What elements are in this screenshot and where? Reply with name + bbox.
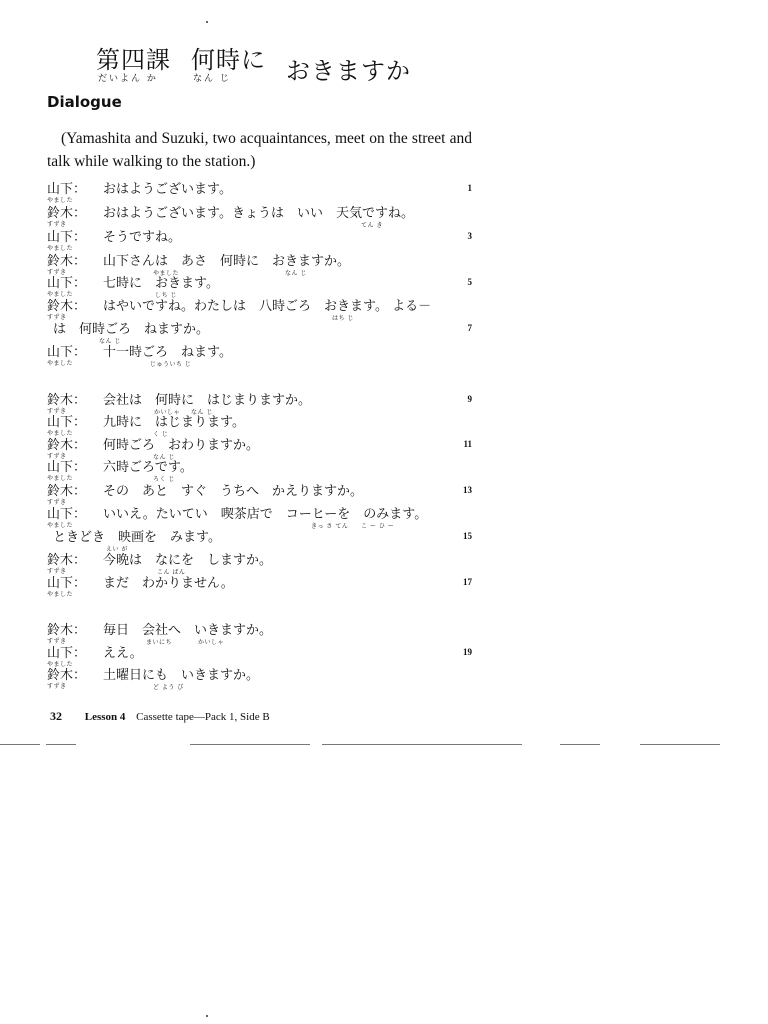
line-number: 9 xyxy=(467,394,472,404)
speaker-name: 山下： xyxy=(47,507,87,522)
speaker xyxy=(47,207,86,228)
speaker-reading: やました xyxy=(47,430,74,437)
dialogue-line xyxy=(47,461,472,483)
furigana: しち じ xyxy=(155,292,177,299)
furigana: てん き xyxy=(361,222,383,229)
speaker-name: 鈴木： xyxy=(47,438,87,453)
dialogue-line xyxy=(47,207,472,229)
dialogue-line xyxy=(47,647,472,669)
dialogue-line xyxy=(47,346,472,368)
utterance: そうですね。 xyxy=(103,230,182,245)
footer-lesson: Lesson 4 xyxy=(84,711,126,723)
speaker xyxy=(47,346,86,367)
speaker xyxy=(47,485,86,506)
speaker xyxy=(47,300,86,321)
title-lesson-number: 第四課 xyxy=(96,46,171,74)
speaker xyxy=(47,624,86,645)
line-number: 7 xyxy=(467,323,472,333)
speaker-name: 山下： xyxy=(47,345,87,360)
utterance: おはようございます。 xyxy=(103,182,232,197)
scan-edge-line xyxy=(640,744,720,745)
speaker-name: 山下： xyxy=(47,182,87,197)
utterance: はやいですね。わたしは 八時ごろ おきます。 よる－ xyxy=(103,299,432,314)
speaker-name: 山下： xyxy=(47,415,87,430)
utterance: おはようございます。きょうは いい 天気ですね。 xyxy=(103,206,414,221)
utterance: 今晩は なにを しますか。 xyxy=(103,553,273,568)
lesson-title xyxy=(96,46,411,85)
line-number: 19 xyxy=(463,647,472,657)
dialogue-line xyxy=(47,394,472,416)
utterance: その あと すぐ うちへ かえりますか。 xyxy=(103,484,364,499)
furigana: じゅういち じ xyxy=(150,361,192,368)
speaker xyxy=(47,277,86,298)
utterance: 九時に はじまります。 xyxy=(103,415,245,430)
scan-edge-line xyxy=(322,744,522,745)
speaker-reading: すずき xyxy=(47,269,67,276)
speaker-reading: すずき xyxy=(47,453,67,460)
speaker xyxy=(47,647,86,668)
title-question-kanji: 何時に xyxy=(191,46,266,74)
speaker-name: 鈴木： xyxy=(47,484,87,499)
speaker-name: 鈴木： xyxy=(47,553,87,568)
speaker-name: 鈴木： xyxy=(47,206,87,221)
furigana: えい が xyxy=(106,546,128,553)
furigana: かいしゃ xyxy=(198,639,225,646)
speaker-name: 山下： xyxy=(47,230,87,245)
scan-edge-line xyxy=(46,744,76,745)
speaker-reading: やました xyxy=(47,475,74,482)
footer-tape-info: Cassette tape—Pack 1, Side B xyxy=(136,711,270,723)
speaker-name: 山下： xyxy=(47,460,87,475)
utterance: は 何時ごろ ねますか。 xyxy=(53,322,210,337)
furigana: ど よう び xyxy=(153,684,184,691)
title-question-reading: なん じ xyxy=(193,74,231,84)
scan-edge-line xyxy=(0,744,40,745)
utterance: ええ。 xyxy=(103,646,143,661)
speaker-reading: やました xyxy=(47,291,74,298)
furigana: く じ xyxy=(153,431,169,438)
dialogue-line xyxy=(47,300,472,322)
line-number: 5 xyxy=(467,277,472,287)
line-number: 3 xyxy=(467,231,472,241)
utterance: 七時に おきます。 xyxy=(103,276,219,291)
speaker xyxy=(47,183,86,204)
dialogue-line xyxy=(47,231,472,253)
utterance: 土曜日にも いきますか。 xyxy=(103,668,260,683)
scan-edge-line xyxy=(190,744,310,745)
furigana: こ ー ひ ー xyxy=(361,523,395,530)
speaker xyxy=(47,508,86,529)
speaker-reading: やました xyxy=(47,245,74,252)
utterance: 六時ごろです。 xyxy=(103,460,193,475)
speaker xyxy=(47,577,86,598)
speaker-reading: すずき xyxy=(47,408,67,415)
speaker-reading: すずき xyxy=(47,683,67,690)
speaker-reading: すずき xyxy=(47,568,67,575)
speaker-reading: すずき xyxy=(47,638,67,645)
utterance: 十一時ごろ ねます。 xyxy=(103,345,232,360)
title-lesson-number-reading: だいよん か xyxy=(98,74,158,84)
title-question-kana: おきますか xyxy=(286,57,411,85)
speaker-reading: やました xyxy=(47,197,74,204)
dialogue-line xyxy=(47,669,472,691)
dialogue-line xyxy=(47,531,472,553)
line-number: 15 xyxy=(463,531,472,541)
furigana: やました xyxy=(153,270,180,277)
furigana: なん じ xyxy=(153,454,175,461)
scan-edge-line xyxy=(560,744,600,745)
stray-mark xyxy=(206,1015,208,1017)
furigana: こん ばん xyxy=(157,569,186,576)
furigana: かいしゃ xyxy=(154,409,181,416)
dialogue-line xyxy=(47,277,472,299)
speaker-name: 鈴木： xyxy=(47,623,87,638)
utterance: 毎日 会社へ いきますか。 xyxy=(103,623,273,638)
stray-mark xyxy=(206,21,208,23)
furigana: なん じ xyxy=(285,270,307,277)
line-number: 11 xyxy=(463,439,472,449)
dialogue-line xyxy=(47,624,472,646)
speaker-name: 鈴木： xyxy=(47,393,87,408)
section-heading: Dialogue xyxy=(47,93,122,111)
furigana: なん じ xyxy=(191,409,213,416)
line-number: 17 xyxy=(463,577,472,587)
dialogue-line xyxy=(47,577,472,599)
speaker-reading: すずき xyxy=(47,314,67,321)
speaker xyxy=(47,554,86,575)
utterance: ときどき 映画を みます。 xyxy=(53,530,221,545)
page-footer xyxy=(50,709,270,724)
speaker-reading: すずき xyxy=(47,221,67,228)
speaker-name: 山下： xyxy=(47,276,87,291)
dialogue-line xyxy=(47,255,472,277)
speaker xyxy=(47,255,86,276)
utterance: 何時ごろ おわりますか。 xyxy=(103,438,260,453)
dialogue-line xyxy=(47,439,472,461)
utterance: まだ わかりません。 xyxy=(103,576,234,591)
dialogue-line xyxy=(47,554,472,576)
speaker-reading: やました xyxy=(47,522,74,529)
utterance: いいえ。たいてい 喫茶店で コーヒーを のみます。 xyxy=(103,507,428,522)
speaker-reading: やました xyxy=(47,591,74,598)
speaker xyxy=(47,669,86,690)
speaker-reading: すずき xyxy=(47,499,67,506)
speaker xyxy=(47,416,86,437)
speaker-name: 鈴木： xyxy=(47,299,87,314)
speaker-reading: やました xyxy=(47,661,74,668)
dialogue-line xyxy=(47,183,472,205)
furigana: きっ さ てん xyxy=(311,523,349,530)
intro-paragraph: (Yamashita and Suzuki, two acquaintances, meet on the street and talk while walking to the station.) xyxy=(47,130,472,170)
line-number: 13 xyxy=(463,485,472,495)
speaker xyxy=(47,461,86,482)
speaker-reading: やました xyxy=(47,360,74,367)
dialogue-line xyxy=(47,416,472,438)
speaker xyxy=(47,394,86,415)
speaker-name: 鈴木： xyxy=(47,668,87,683)
page-number: 32 xyxy=(50,709,62,723)
speaker-name: 山下： xyxy=(47,646,87,661)
speaker xyxy=(47,231,86,252)
speaker-name: 鈴木： xyxy=(47,254,87,269)
speaker-name: 山下： xyxy=(47,576,87,591)
line-number: 1 xyxy=(467,183,472,193)
furigana: なん じ xyxy=(99,338,121,345)
furigana: はち じ xyxy=(332,315,354,322)
speaker xyxy=(47,439,86,460)
dialogue-line xyxy=(47,323,472,345)
furigana: まいにち xyxy=(146,639,173,646)
dialogue-line xyxy=(47,508,472,530)
dialogue-line xyxy=(47,485,472,507)
utterance: 会社は 何時に はじまりますか。 xyxy=(103,393,312,408)
utterance: 山下さんは あさ 何時に おきますか。 xyxy=(103,254,351,269)
furigana: ろく じ xyxy=(153,476,175,483)
